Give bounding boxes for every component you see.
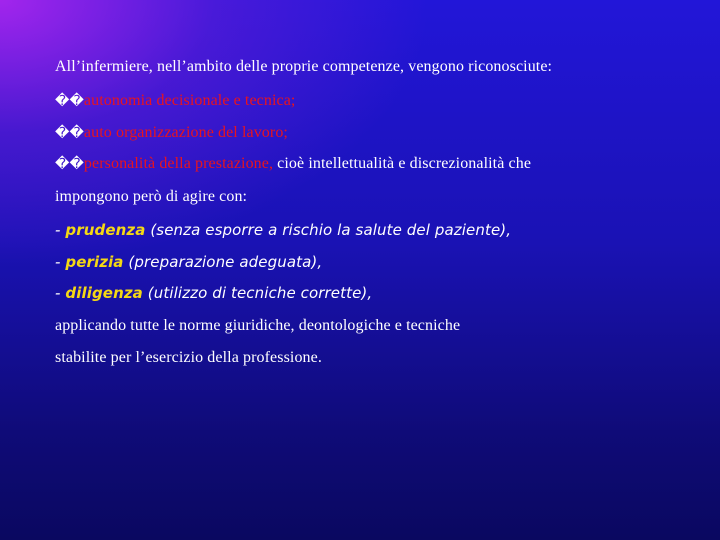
item-text: ersonalità della prestazione, — [92, 155, 274, 172]
item-overlap-letter: p — [83, 155, 93, 172]
dash: - — [55, 253, 66, 271]
item-overlap-letter: a — [83, 92, 92, 109]
item-overlap-letter: a — [83, 124, 92, 141]
dash: - — [55, 221, 66, 239]
continuation-text: impongono però di agire con: — [55, 188, 248, 205]
closing-line-2: stabilite per l’esercizio della professione. — [55, 349, 322, 366]
bullet-glyph: �� — [55, 125, 84, 141]
list-item-auto-organizzazione — [55, 122, 288, 144]
quality-prudenza — [55, 219, 511, 241]
keyword: diligenza — [65, 284, 143, 302]
item-text: utonomia decisionale e tecnica; — [91, 92, 296, 109]
bullet-glyph: �� — [55, 156, 84, 172]
keyword: prudenza — [65, 221, 146, 239]
dash: - — [55, 284, 66, 302]
detail: (utilizzo di tecniche corrette), — [142, 284, 373, 302]
bullet-glyph: �� — [55, 93, 84, 109]
quality-perizia — [55, 251, 322, 273]
detail: (preparazione adeguata), — [123, 253, 323, 271]
quality-diligenza — [55, 282, 372, 304]
item-text: uto organizzazione del lavoro; — [91, 124, 288, 141]
item-rest-text: cioè intellettualità e discrezionalità che — [273, 155, 532, 172]
list-item-personalita — [55, 153, 531, 175]
intro-text: All’infermiere, nell’ambito delle proprie competenze, vengono riconosciute: — [55, 58, 553, 75]
keyword: perizia — [65, 253, 124, 271]
list-item-autonomia — [55, 90, 295, 112]
detail: (senza esporre a rischio la salute del paziente), — [145, 221, 512, 239]
closing-line-1: applicando tutte le norme giuridiche, deontologiche e tecniche — [55, 317, 461, 334]
